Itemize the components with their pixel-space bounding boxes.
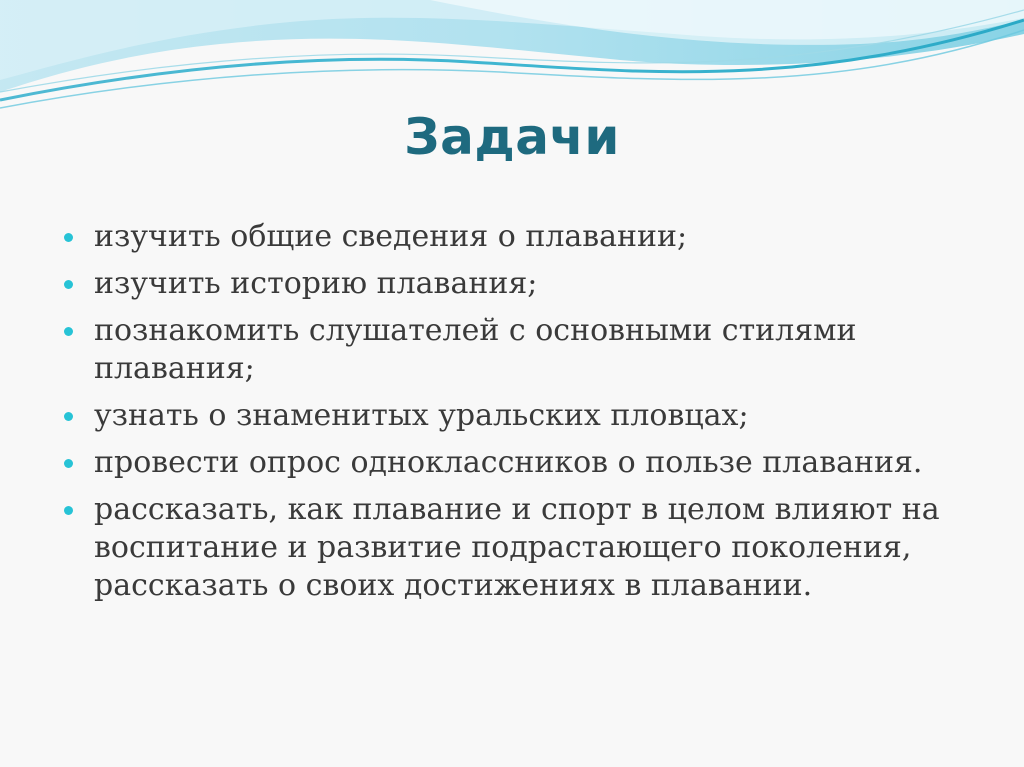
bullet-dot-icon xyxy=(64,327,73,336)
list-item-text: рассказать, как плавание и спорт в целом влияют на воспитание и развитие подрастающего поколения, рассказать о своих достижениях в плавании. xyxy=(94,492,940,603)
list-item-text: изучить историю плавания; xyxy=(94,266,538,301)
list-item-text: провести опрос одноклассников о пользе плавания. xyxy=(94,445,923,480)
list-item xyxy=(62,444,982,482)
list-item-text: изучить общие сведения о плавании; xyxy=(94,219,688,254)
task-list xyxy=(62,218,982,614)
list-item xyxy=(62,312,982,388)
bullet-dot-icon xyxy=(64,506,73,515)
list-item xyxy=(62,218,982,256)
bullet-dot-icon xyxy=(64,233,73,242)
list-item xyxy=(62,265,982,303)
list-item-text: узнать о знаменитых уральских пловцах; xyxy=(94,398,749,433)
bullet-dot-icon xyxy=(64,412,73,421)
bullet-dot-icon xyxy=(64,459,73,468)
list-item-text: познакомить слушателей с основными стилями плавания; xyxy=(94,313,857,386)
slide-title: Задачи xyxy=(404,108,620,166)
list-item xyxy=(62,397,982,435)
bullet-dot-icon xyxy=(64,280,73,289)
list-item xyxy=(62,491,982,605)
